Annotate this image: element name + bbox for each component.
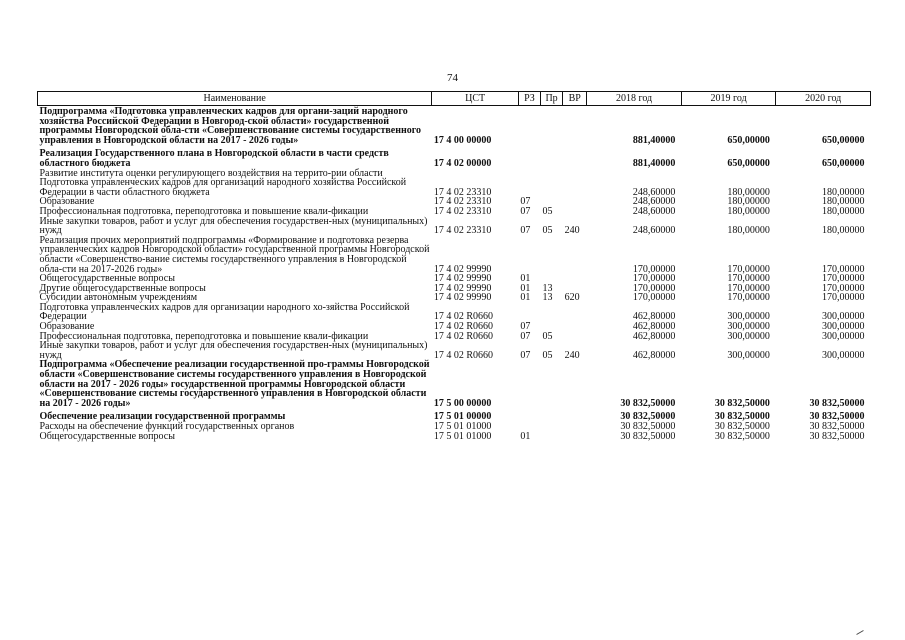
cell-y2018: 30 832,50000 <box>620 421 676 432</box>
table-row <box>38 106 871 146</box>
cell-name: Образование <box>39 321 95 333</box>
cell-rz: 07 <box>520 196 531 208</box>
cell-name: Профессиональная подготовка, переподготовка и повышение квали-фикации <box>39 330 369 342</box>
cell-cst: 17 4 00 00000 <box>433 134 492 146</box>
cell-vr <box>563 236 587 274</box>
cell-y2020: 180,00000 <box>822 205 865 217</box>
cell-pr <box>541 360 563 408</box>
cell-vr: 240 <box>564 225 580 237</box>
cell-vr <box>563 169 587 198</box>
cell-pr <box>541 169 563 198</box>
cell-rz: 07 <box>520 225 531 237</box>
cell-y2019: 170,00000 <box>727 292 770 304</box>
cell-cst: 17 4 02 99990 <box>433 282 492 294</box>
cell-y2019: 30 832,50000 <box>714 430 770 442</box>
cell-cst: 17 4 02 R0660 <box>433 349 494 361</box>
cell-y2019: 300,00000 <box>727 349 770 361</box>
cell-name: Иные закупки товаров, работ и услуг для обеспечения государствен-ных (муниципальных) нужд <box>39 215 428 237</box>
cell-y2019: 180,00000 <box>727 186 770 198</box>
cell-cst: 17 4 02 00000 <box>433 157 492 169</box>
cell-y2019: 170,00000 <box>727 273 770 285</box>
cell-cst: 17 4 02 23310 <box>433 196 492 208</box>
cell-y2020: 30 832,50000 <box>809 411 865 423</box>
table-header-row <box>38 92 871 106</box>
cell-pr <box>541 236 563 274</box>
cell-y2019: 180,00000 <box>727 196 770 208</box>
scan-mark <box>856 630 863 635</box>
cell-name: Общегосударственные вопросы <box>39 273 175 285</box>
cell-vr <box>563 432 587 442</box>
cell-vr <box>563 412 587 422</box>
cell-name: Реализация Государственного плана в Новгородской области в части средств областного бюджета <box>39 148 389 169</box>
table-row <box>38 149 871 168</box>
cell-y2020: 170,00000 <box>822 273 865 285</box>
cell-y2020: 30 832,50000 <box>809 397 865 409</box>
cell-y2020: 30 832,50000 <box>809 430 865 442</box>
cell-name: Другие общегосударственные вопросы <box>39 282 206 294</box>
cell-y2020: 650,00000 <box>822 134 865 146</box>
cell-rz <box>518 236 540 274</box>
cell-pr: 05 <box>542 330 553 342</box>
cell-vr <box>563 303 587 322</box>
cell-y2019: 30 832,50000 <box>714 397 770 409</box>
table-row <box>38 303 871 322</box>
cell-pr <box>541 422 563 432</box>
cell-y2019: 300,00000 <box>727 321 770 333</box>
cell-name: Расходы на обеспечение функций государственных органов <box>39 421 295 432</box>
cell-y2019: 30 832,50000 <box>714 421 770 432</box>
cell-y2019: 170,00000 <box>727 263 770 275</box>
table-row <box>38 217 871 236</box>
cell-y2020: 170,00000 <box>822 282 865 294</box>
cell-y2018: 462,80000 <box>632 330 676 342</box>
cell-y2019: 180,00000 <box>727 225 770 237</box>
cell-y2020: 300,00000 <box>822 349 865 361</box>
cell-y2019: 180,00000 <box>727 205 770 217</box>
cell-vr <box>563 106 587 146</box>
table-row <box>38 236 871 274</box>
cell-y2018: 30 832,50000 <box>620 411 676 423</box>
cell-y2020: 300,00000 <box>822 311 865 323</box>
cell-pr <box>541 106 563 146</box>
cell-name: Иные закупки товаров, работ и услуг для обеспечения государствен-ных (муниципальных) нужд <box>39 340 428 361</box>
cell-pr: 13 <box>542 282 553 294</box>
cell-name: Субсидии автономным учреждениям <box>39 292 198 304</box>
cell-y2018: 462,80000 <box>632 311 676 323</box>
cell-cst: 17 5 01 01000 <box>433 430 492 442</box>
cell-cst: 17 5 00 00000 <box>433 397 492 409</box>
cell-rz <box>518 106 540 146</box>
cell-cst: 17 4 02 99990 <box>433 273 492 285</box>
cell-cst: 17 4 02 23310 <box>433 186 492 198</box>
cell-name: Подпрограмма «Подготовка управленческих кадров для органи-заций народного хозяйства Российской Федерации в Новгород-ской области» государственной программы Новгородской обла-сти «Совершенствование системы государственного управления в Новгородской области на 2017 - 2026 годы» <box>39 106 422 146</box>
cell-pr <box>541 149 563 168</box>
cell-vr: 240 <box>564 349 580 361</box>
cell-y2020: 300,00000 <box>822 321 865 333</box>
page-number: 74 <box>447 72 458 84</box>
cell-vr <box>563 422 587 432</box>
cell-rz: 01 <box>520 273 531 285</box>
cell-y2020: 30 832,50000 <box>809 421 865 432</box>
cell-y2020: 180,00000 <box>822 225 865 237</box>
cell-vr <box>563 197 587 207</box>
cell-y2018: 30 832,50000 <box>620 430 676 442</box>
cell-rz: 01 <box>520 282 531 294</box>
table-row <box>38 360 871 408</box>
cell-pr: 05 <box>542 205 553 217</box>
cell-y2019: 300,00000 <box>727 311 770 323</box>
cell-pr <box>541 432 563 442</box>
cell-pr: 13 <box>542 292 553 304</box>
cell-vr <box>563 274 587 284</box>
cell-pr: 05 <box>542 225 553 237</box>
cell-y2018: 881,40000 <box>632 134 676 146</box>
cell-name: Подготовка управленческих кадров для организации народного хо-зяйства Российской Федерации <box>39 301 410 323</box>
cell-y2020: 170,00000 <box>822 292 865 304</box>
cell-y2018: 248,60000 <box>632 186 676 198</box>
cell-y2018: 170,00000 <box>632 282 676 294</box>
cell-rz: 01 <box>520 430 531 442</box>
cell-pr <box>541 303 563 322</box>
table-row <box>38 169 871 198</box>
cell-y2018: 462,80000 <box>632 349 676 361</box>
cell-y2018: 170,00000 <box>632 263 676 275</box>
cell-y2018: 881,40000 <box>632 157 676 169</box>
cell-name: Подпрограмма «Обеспечение реализации государственной про-граммы Новгородской области «Совершенствование системы государственного управления в Новгородской области на 2017 - 2026 годы» государственной программы Новгородской области «Совершенствование системы государственного управления в Новгородской области на 2017 - 2026 годы» <box>39 359 430 409</box>
budget-table <box>37 91 871 441</box>
header-2020: 2020 год <box>776 92 871 106</box>
header-2019: 2019 год <box>681 92 776 106</box>
cell-rz <box>518 149 540 168</box>
cell-vr <box>563 332 587 342</box>
header-vr: ВР <box>563 92 587 106</box>
cell-cst: 17 4 02 R0660 <box>433 311 494 323</box>
cell-name: Развитие института оценки регулирующего воздействия на террито-рии области Подготовка управленческих кадров для организаций народного хозяйства Российской Федерации в части областного бюджета <box>39 167 407 198</box>
cell-rz: 07 <box>520 321 531 333</box>
cell-cst: 17 4 02 R0660 <box>433 330 494 342</box>
cell-y2019: 650,00000 <box>727 134 770 146</box>
table-row <box>38 432 871 442</box>
header-cst: ЦСТ <box>432 92 519 106</box>
cell-y2018: 248,60000 <box>632 225 676 237</box>
cell-vr: 620 <box>564 292 580 304</box>
cell-rz: 07 <box>520 349 531 361</box>
cell-name: Общегосударственные вопросы <box>39 430 175 442</box>
cell-rz: 07 <box>520 330 531 342</box>
cell-y2020: 650,00000 <box>822 157 865 169</box>
cell-rz <box>518 360 540 408</box>
cell-y2018: 30 832,50000 <box>620 397 676 409</box>
cell-name: Обеспечение реализации государственной программы <box>39 411 286 423</box>
cell-cst: 17 5 01 00000 <box>433 411 492 423</box>
cell-name: Реализация прочих мероприятий подпрограммы «Формирование и подготовка резерва управленческих кадров Новгородской области» государственной программы Новгородской области «Совершенство-вание системы государственного управления в Новгородской обла-сти на 2017-2026 годы» <box>39 234 430 275</box>
cell-cst: 17 4 02 23310 <box>433 205 492 217</box>
cell-cst: 17 4 02 23310 <box>433 225 492 237</box>
cell-rz: 01 <box>520 292 531 304</box>
header-name: Наименование <box>38 92 432 106</box>
header-rz: РЗ <box>518 92 540 106</box>
cell-vr <box>563 207 587 217</box>
cell-cst: 17 4 02 99990 <box>433 292 492 304</box>
cell-rz: 07 <box>520 205 531 217</box>
cell-y2018: 462,80000 <box>632 321 676 333</box>
cell-cst: 17 4 02 R0660 <box>433 321 494 333</box>
cell-vr <box>563 360 587 408</box>
table-row <box>38 341 871 360</box>
cell-y2018: 170,00000 <box>632 273 676 285</box>
cell-cst: 17 5 01 01000 <box>433 421 492 432</box>
cell-vr <box>563 149 587 168</box>
cell-y2020: 180,00000 <box>822 186 865 198</box>
cell-vr <box>563 322 587 332</box>
cell-y2018: 248,60000 <box>632 196 676 208</box>
cell-y2019: 650,00000 <box>727 157 770 169</box>
cell-pr: 05 <box>542 349 553 361</box>
cell-name: Профессиональная подготовка, переподготовка и повышение квали-фикации <box>39 205 369 217</box>
cell-rz <box>518 169 540 198</box>
cell-y2019: 170,00000 <box>727 282 770 294</box>
cell-y2019: 300,00000 <box>727 330 770 342</box>
cell-y2018: 170,00000 <box>632 292 676 304</box>
header-2018: 2018 год <box>587 92 682 106</box>
cell-cst: 17 4 02 99990 <box>433 263 492 275</box>
cell-rz <box>518 303 540 322</box>
cell-y2018: 248,60000 <box>632 205 676 217</box>
cell-pr <box>541 412 563 422</box>
cell-y2019: 30 832,50000 <box>714 411 770 423</box>
cell-rz <box>518 412 540 422</box>
cell-y2020: 180,00000 <box>822 196 865 208</box>
cell-y2020: 170,00000 <box>822 263 865 275</box>
cell-name: Образование <box>39 196 95 208</box>
header-pr: Пр <box>541 92 563 106</box>
cell-y2020: 300,00000 <box>822 330 865 342</box>
